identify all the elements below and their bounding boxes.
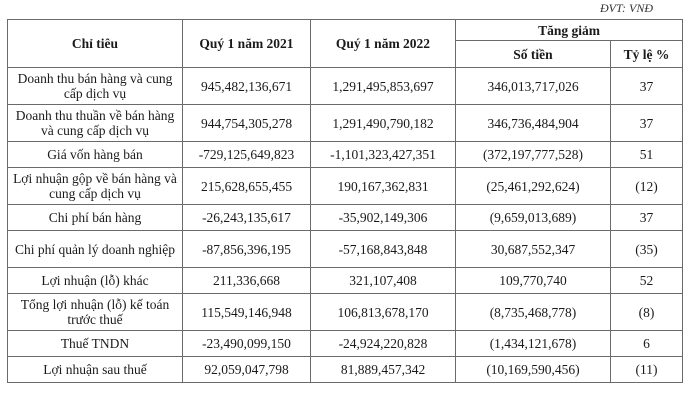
- value-change-amount: (1,434,121,678): [456, 331, 611, 357]
- row-label: Giá vốn hàng bán: [8, 142, 183, 168]
- table-row: [8, 168, 683, 205]
- value-change-amount: (372,197,777,528): [456, 142, 611, 168]
- table-row: [8, 268, 683, 294]
- value-change-ratio: 37: [611, 205, 683, 231]
- value-q1-2022: -24,924,220,828: [311, 331, 456, 357]
- table-row: [8, 231, 683, 268]
- table-row: [8, 294, 683, 331]
- financial-table: [7, 19, 683, 383]
- value-q1-2021: 945,482,136,671: [183, 68, 311, 105]
- row-label: Chi phí quản lý doanh nghiệp: [8, 231, 183, 268]
- value-change-ratio: (8): [611, 294, 683, 331]
- row-label: Tổng lợi nhuận (lỗ) kế toán trước thuế: [8, 294, 183, 331]
- value-change-amount: (9,659,013,689): [456, 205, 611, 231]
- value-change-ratio: (12): [611, 168, 683, 205]
- value-q1-2021: 944,754,305,278: [183, 105, 311, 142]
- value-change-ratio: 51: [611, 142, 683, 168]
- value-change-ratio: 37: [611, 68, 683, 105]
- value-q1-2022: 106,813,678,170: [311, 294, 456, 331]
- value-q1-2022: 1,291,495,853,697: [311, 68, 456, 105]
- table-row: [8, 205, 683, 231]
- value-change-amount: (8,735,468,778): [456, 294, 611, 331]
- table-row: [8, 331, 683, 357]
- header-indicator: Chỉ tiêu: [8, 20, 183, 68]
- row-label: Chi phí bán hàng: [8, 205, 183, 231]
- value-q1-2022: 321,107,408: [311, 268, 456, 294]
- value-change-ratio: 52: [611, 268, 683, 294]
- row-label: Doanh thu thuần về bán hàng và cung cấp dịch vụ: [8, 105, 183, 142]
- value-q1-2022: -57,168,843,848: [311, 231, 456, 268]
- header-q1-2022: Quý 1 năm 2022: [311, 20, 456, 68]
- table-row: [8, 142, 683, 168]
- header-q1-2021: Quý 1 năm 2021: [183, 20, 311, 68]
- header-row-top: [8, 20, 683, 41]
- value-q1-2021: -23,490,099,150: [183, 331, 311, 357]
- row-label: Thuế TNDN: [8, 331, 183, 357]
- value-q1-2021: -26,243,135,617: [183, 205, 311, 231]
- value-q1-2022: 1,291,490,790,182: [311, 105, 456, 142]
- value-q1-2021: 92,059,047,798: [183, 357, 311, 383]
- unit-note: ĐVT: VNĐ: [599, 1, 653, 15]
- value-change-amount: (25,461,292,624): [456, 168, 611, 205]
- header-change: Tăng giảm: [456, 20, 683, 41]
- value-q1-2022: 190,167,362,831: [311, 168, 456, 205]
- value-change-amount: (10,169,590,456): [456, 357, 611, 383]
- value-change-ratio: (35): [611, 231, 683, 268]
- row-label: Lợi nhuận gộp về bán hàng và cung cấp dịch vụ: [8, 168, 183, 205]
- value-q1-2021: 211,336,668: [183, 268, 311, 294]
- value-change-amount: 346,013,717,026: [456, 68, 611, 105]
- value-change-ratio: 6: [611, 331, 683, 357]
- table-row: [8, 357, 683, 383]
- value-q1-2021: 115,549,146,948: [183, 294, 311, 331]
- value-change-amount: 109,770,740: [456, 268, 611, 294]
- header-ratio: Tỷ lệ %: [611, 41, 683, 68]
- row-label: Lợi nhuận sau thuế: [8, 357, 183, 383]
- table-row: [8, 105, 683, 142]
- value-q1-2022: -35,902,149,306: [311, 205, 456, 231]
- row-label: Doanh thu bán hàng và cung cấp dịch vụ: [8, 68, 183, 105]
- value-q1-2022: -1,101,323,427,351: [311, 142, 456, 168]
- value-change-ratio: (11): [611, 357, 683, 383]
- value-change-ratio: 37: [611, 105, 683, 142]
- value-q1-2021: 215,628,655,455: [183, 168, 311, 205]
- value-q1-2022: 81,889,457,342: [311, 357, 456, 383]
- table-row: [8, 68, 683, 105]
- row-label: Lợi nhuận (lỗ) khác: [8, 268, 183, 294]
- header-amount: Số tiền: [456, 41, 611, 68]
- value-change-amount: 346,736,484,904: [456, 105, 611, 142]
- value-change-amount: 30,687,552,347: [456, 231, 611, 268]
- value-q1-2021: -729,125,649,823: [183, 142, 311, 168]
- value-q1-2021: -87,856,396,195: [183, 231, 311, 268]
